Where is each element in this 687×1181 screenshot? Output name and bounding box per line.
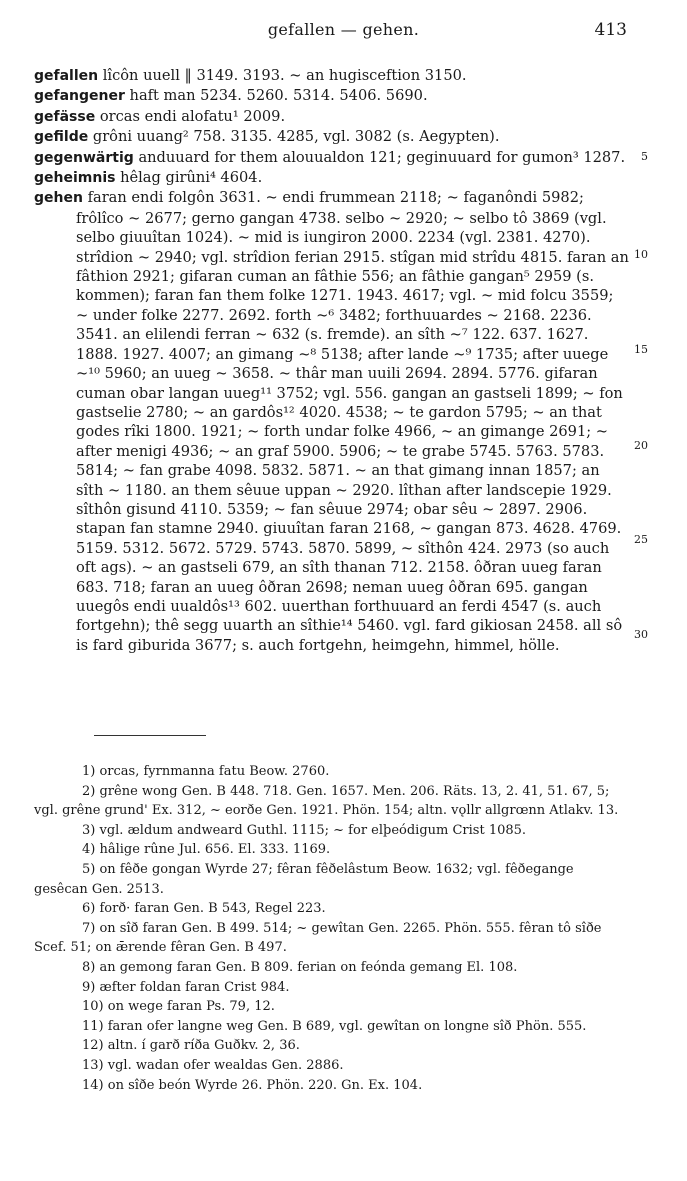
dictionary-entry — [34, 127, 630, 147]
entry-text: anduuard for them alouualdon 121; geginuuard for gumon³ 1287. — [138, 148, 626, 166]
dictionary-entry — [34, 148, 630, 168]
dictionary-entry — [34, 107, 630, 127]
line-number: 10 — [634, 248, 648, 261]
footnote: 5) on fêðe gongan Wyrde 27; fêran fêðelâstum Beow. 1632; vgl. fêðegange gesêcan Gen. 2513. — [34, 861, 574, 897]
footnote-separator — [94, 735, 206, 736]
entry-text: hêlag girûni⁴ 4604. — [120, 169, 263, 187]
footnote: 4) hâlige rûne Jul. 656. El. 333. 1169. — [82, 842, 331, 858]
dictionary-entry — [34, 66, 630, 86]
footnote: 9) æfter foldan faran Crist 984. — [82, 979, 290, 995]
entry-text: lîcôn uuell ‖ 3149. 3193. ~ an hugisceftion 3150. — [102, 67, 467, 84]
line-number: 5 — [641, 150, 648, 163]
entry-text: haft man 5234. 5260. 5314. 5406. 5690. — [129, 87, 428, 105]
footnote: 13) vgl. wadan ofer wealdas Gen. 2886. — [82, 1057, 344, 1073]
dictionary-entry — [34, 188, 630, 655]
headword: geheimnis — [34, 170, 116, 187]
line-number: 15 — [634, 343, 648, 356]
entry-text: grôni uuang² 758. 3135. 4285, vgl. 3082 (s. Aegypten). — [92, 128, 500, 146]
page-number: 413 — [594, 20, 627, 40]
footnote: 7) on sîð faran Gen. B 499. 514; ~ gewîtan Gen. 2265. Phön. 555. fêran tô sîðe Scef. 51; on ǣrende fêran Gen. B 497. — [34, 920, 602, 956]
headword: gefässe — [34, 108, 96, 125]
running-title: gefallen — gehen. — [267, 20, 420, 39]
line-number: 30 — [634, 628, 648, 641]
page-header — [0, 20, 687, 46]
dictionary-entry — [34, 86, 630, 106]
footnote: 14) on sîðe beón Wyrde 26. Phön. 220. Gn. Ex. 104. — [82, 1077, 423, 1093]
line-number: 20 — [634, 439, 648, 452]
footnote: 8) an gemong faran Gen. B 809. ferian on feónda gemang El. 108. — [82, 959, 518, 975]
dictionary-entries — [34, 66, 630, 655]
footnote: 2) grêne wong Gen. B 448. 718. Gen. 1657. Men. 206. Räts. 13, 2. 41, 51. 67, 5; vgl. grêne grund' Ex. 312, ~ eorðe Gen. 1921. Phön. 154; altn. vǫllr allgrœnn Atlakv. 13. — [34, 783, 619, 819]
footnote: 1) orcas, fyrnmanna fatu Beow. 2760. — [82, 764, 330, 779]
footnote: 10) on wege faran Ps. 79, 12. — [82, 999, 275, 1015]
footnote: 3) vgl. ældum andweard Guthl. 1115; ~ for elþeódigum Crist 1085. — [82, 822, 527, 838]
headword: gegenwärtig — [34, 149, 134, 166]
line-number: 25 — [634, 533, 648, 546]
dictionary-entry — [34, 168, 630, 188]
entry-text: orcas endi alofatu¹ 2009. — [99, 107, 286, 125]
footnotes — [34, 762, 630, 1095]
headword: gefangener — [34, 88, 125, 105]
footnote: 11) faran ofer langne weg Gen. B 689, vgl. gewîtan on longne sîð Phön. 555. — [82, 1018, 587, 1034]
headword: gehen — [34, 190, 83, 207]
headword: gefallen — [34, 68, 99, 84]
headword: gefilde — [34, 129, 89, 146]
footnote: 6) forð· faran Gen. B 543, Regel 223. — [82, 901, 326, 917]
footnote: 12) altn. í garð ríða Guðkv. 2, 36. — [82, 1038, 300, 1054]
entry-text: faran endi folgôn 3631. ~ endi frummean 2118; ~ faganôndi 5982; frôlîco ~ 2677; gerno gangan 4738. selbo ~ 2920; ~ selbo tô 3869 (vgl. selbo giuuîtan 1024). ~ mid is iungiron 2000. 2234 (vgl. 2381. 4270). strîdion ~ 2940; vgl. strîdion ferian 2915. stîgan mid strîdu 4815. faran an fâthion 2921; gifaran cuman an fâthie 556; an fâthie gangan⁵ 2959 (s. kommen); faran fan them folke 1271. 1943. 4617; vgl. ~ mid folcu 3559; ~ under folke 2277. 2692. forth ~⁶ 3482; forthuuardes ~ 2168. 2236. 3541. an elilendi ferran ~ 632 (s. fremde). an sîth ~⁷ 122. 637. 1627. 1888. 1927. 4007; an gimang ~⁸ 5138; after lande ~⁹ 1735; after uuege ~¹⁰ 5960; an uueg ~ 3658. ~ thâr man uuili 2694. 2894. 5776. gifaran cuman obar langan uueg¹¹ 3752; vgl. 556. gangan an gastseli 1899; ~ fon gastselie 2780; ~ an gardôs¹² 4020. 4538; ~ te gardon 5795; ~ an that godes rîki 1800. 1921; ~ forth undar folke 4966, ~ an gimange 2691; ~ after menigi 4936; ~ an graf 5900. 5906; ~ te grabe 5745. 5763. 5783. 5814; ~ fan grabe 4098. 5832. 5871. ~ an that gimang innan 1857; an sîth ~ 1180. an them sêuue uppan ~ 2920. lîthan after landscepie 1929. sîthôn gisund 4110. 5359; ~ fan sêuue 2974; obar sêu ~ 2897. 2906. stapan fan stamne 2940. giuuîtan faran 2168, ~ gangan 873. 4628. 4769. 5159. 5312. 5672. 5729. 5743. 5870. 5899, ~ sîthôn 424. 2973 (so auch oft ags). ~ an gastseli 679, an sîth thanan 712. 2158. ôðran uueg faran 683. 718; faran an uueg ôðran 2698; neman uueg ôðran 695. gangan uuegôs endi uualdôs¹³ 602. uuerthan forthuuard an ferdi 4547 (s. auch fortgehn); thê segg uuarth an sîthie¹⁴ 5460. vgl. fard gikiosan 2458. all sô is fard giburida 3677; s. auch fortgehn, heimgehn, himmel, hölle. — [76, 189, 629, 654]
